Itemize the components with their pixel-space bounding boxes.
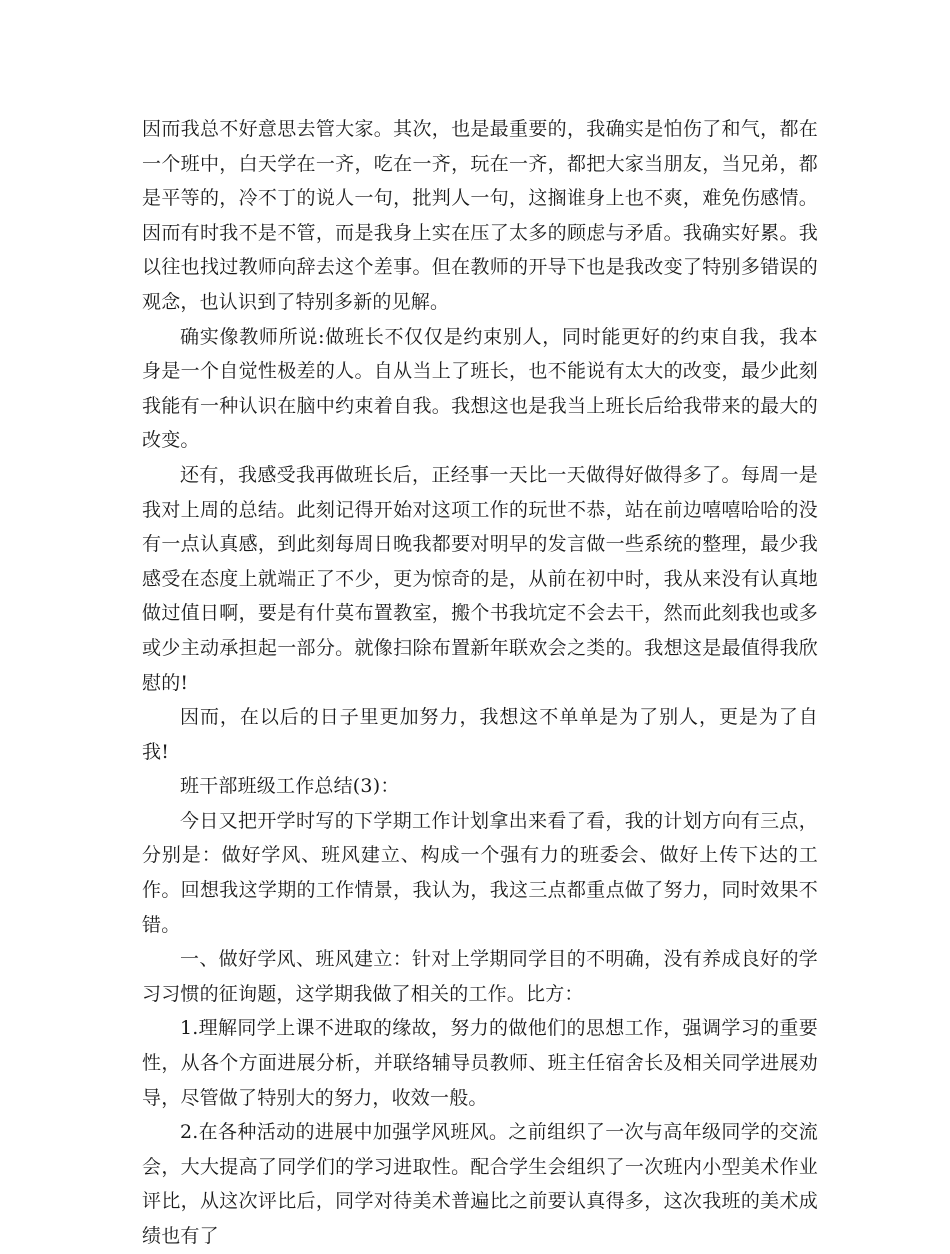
paragraph-4: 因而，在以后的日子里更加努力，我想这不单单是为了别人，更是为了自我! [142,706,818,763]
paragraph-2: 确实像教师所说:做班长不仅仅是约束别人，同时能更好的约束自我，我本身是一个自觉性极差的人。自从当上了班长，也不能说有太大的改变，最少此刻我能有一种认识在脑中约束着自我。我想这也是我当上班长后给我带来的最大的改变。 [142,325,818,452]
section-heading: 班干部班级工作总结(3)： [180,775,400,798]
list-item-1: 1.理解同学上课不进取的缘故，努力的做他们的思想工作，强调学习的重要性，从各个方面进展分析，并联络辅导员教师、班主任宿舍长及相关同学进展劝导，尽管做了特别大的努力，收效一般。 [142,1017,818,1109]
paragraph-3: 还有，我感受我再做班长后，正经事一天比一天做得好做得多了。每周一是我对上周的总结。此刻记得开始对这项工作的玩世不恭，站在前边嘻嘻哈哈的没有一点认真感，到此刻每周日晚我都要对明早的发言做一些系统的整理，最少我感受在态度上就端正了不少，更为惊奇的是，从前在初中时，我从来没有认真地做过值日啊，要是有什莫布置教室，搬个书我坑定不会去干，然而此刻我也或多或少主动承担起一部分。就像扫除布置新年联欢会之类的。我想这是最值得我欣慰的! [142,463,818,694]
paragraph-5: 今日又把开学时写的下学期工作计划拿出来看了看，我的计划方向有三点，分别是：做好学风、班风建立、构成一个强有力的班委会、做好上传下达的工作。回想我这学期的工作情景，我认为，我这三点都重点做了努力，同时效果不错。 [142,809,818,936]
list-item-2: 2.在各种活动的进展中加强学风班风。之前组织了一次与高年级同学的交流会，大大提高了同学们的学习进取性。配合学生会组织了一次班内小型美术作业评比，从这次评比后，同学对待美术普遍比之前要认真得多，这次我班的美术成绩也有了 [142,1121,818,1247]
paragraph-1: 因而我总不好意思去管大家。其次，也是最重要的，我确实是怕伤了和气，都在一个班中，白天学在一齐，吃在一齐，玩在一齐，都把大家当朋友，当兄弟，都是平等的，冷不丁的说人一句，批判人一句，这搁谁身上也不爽，难免伤感情。因而有时我不是不管，而是我身上实在压了太多的顾虑与矛盾。我确实好累。我以往也找过教师向辞去这个差事。但在教师的开导下也是我改变了特别多错误的观念，也认识到了特别多新的见解。 [142,118,818,313]
document-body [142,112,818,1254]
paragraph-6: 一、做好学风、班风建立：针对上学期同学目的不明确，没有养成良好的学习习惯的征询题，这学期我做了相关的工作。比方： [142,948,818,1005]
